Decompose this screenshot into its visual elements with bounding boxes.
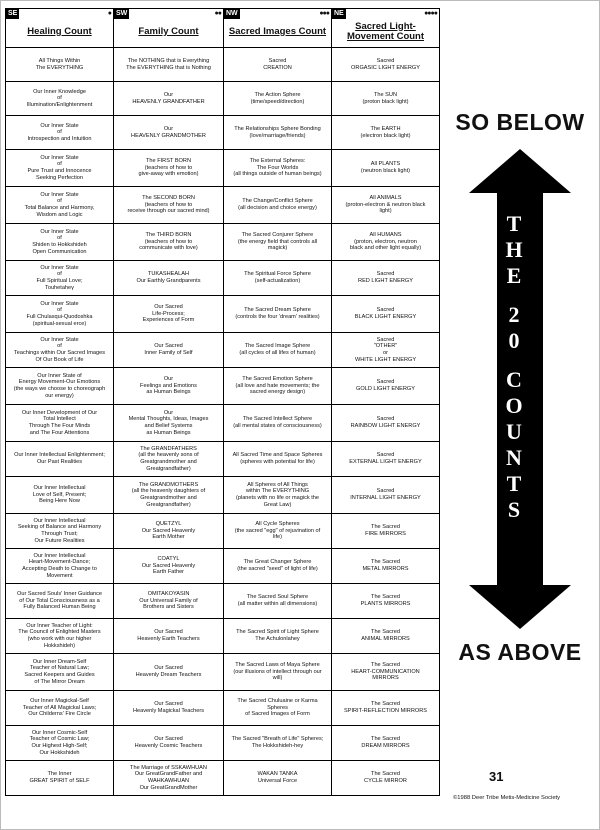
healing-cell: Our Inner State of Pure Trust and Innocence Seeking Perfection (6, 150, 114, 187)
the-20-counts-vertical-text (491, 211, 537, 523)
table-row (6, 150, 440, 187)
column-header-sacred-images (224, 9, 332, 48)
family-cell: The GRANDFATHERS (all the heavenly sons of Greatgrandmother and Greatgrandfather) (114, 442, 224, 477)
table-row (6, 514, 440, 549)
vertical-letter (491, 289, 537, 302)
table-row (6, 584, 440, 619)
family-cell: Our Sacred Inner Family of Self (114, 333, 224, 368)
column-tag: NW (226, 10, 238, 17)
so-below-heading: SO BELOW (455, 109, 585, 135)
light-movement-cell: The Sacred HEART-COMMUNICATION MIRRORS (332, 654, 440, 691)
light-movement-cell: Sacred "OTHER" or WHITE LIGHT ENERGY (332, 333, 440, 368)
column-title: Sacred Light-Movement Count (346, 20, 425, 42)
sacred-image-cell: The Great Changer Sphere (the sacred "seed" of light of life) (224, 549, 332, 584)
table-row (6, 48, 440, 82)
sacred-image-cell: The Sacred Laws of Maya Sphere (our illusions of intellect through our will) (224, 654, 332, 691)
dots-marker: ●●●● (424, 10, 437, 17)
dots-marker: ●● (214, 10, 221, 17)
family-cell: Our Sacred Heavenly Earth Teachers (114, 619, 224, 654)
column-header-light-movement (332, 9, 440, 48)
vertical-letter: U (506, 419, 522, 444)
light-movement-cell: The Sacred ANIMAL MIRRORS (332, 619, 440, 654)
table-row (6, 691, 440, 726)
table-row (6, 187, 440, 224)
page-number: 31 (489, 769, 504, 784)
column-title: Healing Count (27, 25, 92, 37)
healing-cell: Our Inner Cosmic-Self Teacher of Cosmic Law; Our Highest High-Self; Our Hokkshideh (6, 726, 114, 761)
dots-marker: ●●● (319, 10, 329, 17)
light-movement-cell: All ANIMALS (proton-electron & neutron black light) (332, 187, 440, 224)
sacred-image-cell: All Sacred Time and Space Spheres (spheres with potential for life) (224, 442, 332, 477)
table-row (6, 549, 440, 584)
sacred-image-cell: Sacred CREATION (224, 48, 332, 82)
vertical-letter: T (506, 211, 522, 236)
sacred-image-cell: The Sacred "Breath of Life" Spheres; The Hokkshideh-hey (224, 726, 332, 761)
sacred-image-cell: The Action Sphere (time/speed/direction) (224, 82, 332, 116)
healing-cell: Our Inner State of Full Spiritual Love; Touhetaheγ (6, 261, 114, 296)
family-cell: Our Sacred Heavenly Magickal Teachers (114, 691, 224, 726)
sacred-image-cell: The Relationships Sphere Bonding (love/marriage/friends) (224, 116, 332, 150)
light-movement-cell: The SUN (proton black light) (332, 82, 440, 116)
counts-table (5, 8, 440, 796)
family-cell: Our HEAVENLY GRANDFATHER (114, 82, 224, 116)
family-cell: The Marriage of SSKAWHUAN Our GreatGrandFather and WAHKAWHUAN Our GreatGrandMother (114, 761, 224, 796)
healing-cell: The Inner GREAT SPIRIT of SELF (6, 761, 114, 796)
sacred-image-cell: The Sacred Image Sphere (all cycles of all lifes of human) (224, 333, 332, 368)
as-above-heading: AS ABOVE (458, 639, 582, 665)
family-cell: TUKASHEALAH Our Earthly Grandparents (114, 261, 224, 296)
healing-cell: Our Inner Intellectual Seeking of Balance and Harmony Through Trust; Our Future Realities (6, 514, 114, 549)
light-movement-cell: The Sacred DREAM MIRRORS (332, 726, 440, 761)
vertical-letter: C (506, 367, 522, 392)
column-tag: SE (8, 10, 18, 17)
healing-cell: Our Inner Magickal-Self Teacher of All Magickal Laws; Our Childerns' Fire Circle (6, 691, 114, 726)
dots-marker: ● (107, 10, 111, 17)
sacred-image-cell: All Cycle Spheres (the sacred "egg" of rejuvination of life) (224, 514, 332, 549)
healing-cell: Our Sacred Souls' Inner Guidance of Our Total Consciousness as a Fully Balanced Human Being (6, 584, 114, 619)
family-cell: QUETZYL Our Sacred Heavenly Earth Mother (114, 514, 224, 549)
light-movement-cell: Sacred ORGASIC LIGHT ENERGY (332, 48, 440, 82)
column-title: Sacred Images Count (228, 25, 327, 37)
column-header-healing (6, 9, 114, 48)
sacred-image-cell: The Spiritual Force Sphere (self-actualization) (224, 261, 332, 296)
vertical-letter: O (505, 393, 523, 418)
family-cell: OMITAKOYASIN Our Universal Family of Brothers and Sisters (114, 584, 224, 619)
sacred-image-cell: WAKAN TANKA Universal Force (224, 761, 332, 796)
sacred-image-cell: The Sacred Dream Sphere (controls the four 'dream' realities) (224, 296, 332, 333)
table-row (6, 619, 440, 654)
sacred-image-cell: The Sacred Spirit of Light Sphere The Achulonlahey (224, 619, 332, 654)
light-movement-cell: Sacred RED LIGHT ENERGY (332, 261, 440, 296)
vertical-letter: S (507, 497, 521, 522)
healing-cell: Our Inner Intellectual Enlightenment; Our Past Realities (6, 442, 114, 477)
sacred-image-cell: The Sacred Soul Sphere (all matter within all dimensions) (224, 584, 332, 619)
table-row (6, 224, 440, 261)
vertical-letter: T (506, 471, 522, 496)
healing-cell: Our Inner State of Energy Movement-Our Emotions (the ways we choose to choreograph our energy) (6, 368, 114, 405)
light-movement-cell: Sacred INTERNAL LIGHT ENERGY (332, 477, 440, 514)
family-cell: Our Sacred Heavenly Dream Teachers (114, 654, 224, 691)
light-movement-cell: All PLANTS (neutron black light) (332, 150, 440, 187)
table-row (6, 368, 440, 405)
table-row (6, 296, 440, 333)
family-cell: Our HEAVENLY GRANDMOTHER (114, 116, 224, 150)
vertical-letter: E (506, 263, 522, 288)
sacred-image-cell: All Spheres of All Things within The EVERYTHING (planets with no life or magick the Great Law) (224, 477, 332, 514)
light-movement-cell: The Sacred CYCLE MIRROR (332, 761, 440, 796)
vertical-letter (491, 354, 537, 367)
family-cell: Our Mental Thoughts, Ideas, Images and Belief Systems as Human Beings (114, 405, 224, 442)
light-movement-cell: The Sacred SPIRIT-REFLECTION MIRRORS (332, 691, 440, 726)
light-movement-cell: The Sacred METAL MIRRORS (332, 549, 440, 584)
healing-cell: Our Inner State of Full Chulasqui-Quodoshka (spiritual-sexual erce) (6, 296, 114, 333)
column-tag: NE (334, 10, 344, 17)
table-row (6, 82, 440, 116)
table-row (6, 654, 440, 691)
sacred-image-cell: The Sacred Chuluaine or Karma Spheres of Sacred Images of Form (224, 691, 332, 726)
healing-cell: Our Inner State of Total Balance and Harmony, Wisdom and Logic (6, 187, 114, 224)
light-movement-cell: The Sacred PLANTS MIRRORS (332, 584, 440, 619)
family-cell: Our Sacred Heavenly Cosmic Teachers (114, 726, 224, 761)
healing-cell: Our Inner State of Shiden to Hokkshideh Open Communication (6, 224, 114, 261)
sacred-image-cell: The External Spheres: The Four Worlds (all things outside of human beings) (224, 150, 332, 187)
healing-cell: Our Inner State of Introspection and Intuition (6, 116, 114, 150)
column-tag: SW (116, 10, 128, 17)
light-movement-cell: The Sacred FIRE MIRRORS (332, 514, 440, 549)
family-cell: The GRANDMOTHERS (all the heavenly daughters of Greatgrandmother and Greatgrandfather) (114, 477, 224, 514)
copyright-notice: ©1988 Deer Tribe Metis-Medicine Society (453, 795, 561, 801)
sacred-image-cell: The Sacred Conjurer Sphere (the energy field that controls all magick) (224, 224, 332, 261)
family-cell: The SECOND BORN (teachers of how to receive through our sacred mind) (114, 187, 224, 224)
light-movement-cell: Sacred EXTERNAL LIGHT ENERGY (332, 442, 440, 477)
table-row (6, 261, 440, 296)
light-movement-cell: The EARTH (electron black light) (332, 116, 440, 150)
family-cell: Our Feelings and Emotions as Human Beings (114, 368, 224, 405)
sacred-image-cell: The Sacred Intellect Sphere (all mental states of consciousness) (224, 405, 332, 442)
healing-cell: Our Inner Intellectual Love of Self, Present; Being Here Now (6, 477, 114, 514)
light-movement-cell: All HUMANS (proton, electron, neutron black and other light equally) (332, 224, 440, 261)
table-row (6, 477, 440, 514)
table-row (6, 116, 440, 150)
family-cell: COATYL Our Sacred Heavenly Earth Father (114, 549, 224, 584)
healing-cell: All Things Within The EVERYTHING (6, 48, 114, 82)
family-cell: Our Sacred Life-Process; Experiences of Form (114, 296, 224, 333)
light-movement-cell: Sacred RAINBOW LIGHT ENERGY (332, 405, 440, 442)
healing-cell: Our Inner Knowledge of Illumination/Enlightenment (6, 82, 114, 116)
sacred-image-cell: The Change/Conflict Sphere (all decision and choice energy) (224, 187, 332, 224)
table-row (6, 726, 440, 761)
vertical-letter: H (505, 237, 523, 262)
vertical-letter: N (506, 445, 522, 470)
light-movement-cell: Sacred GOLD LIGHT ENERGY (332, 368, 440, 405)
light-movement-cell: Sacred BLACK LIGHT ENERGY (332, 296, 440, 333)
sacred-image-cell: The Sacred Emotion Sphere (all love and hate movements; the sacred energy design) (224, 368, 332, 405)
table-row (6, 405, 440, 442)
family-cell: The FIRST BORN (teachers of how to give-away with emotion) (114, 150, 224, 187)
healing-cell: Our Inner Intellectual Heart-Movement-Dance; Accepting Death to Change to Movement (6, 549, 114, 584)
header-row (6, 9, 440, 48)
vertical-letter: 0 (508, 328, 520, 353)
family-cell: The THIRD BORN (teachers of how to communicate with love) (114, 224, 224, 261)
vertical-letter: 2 (508, 302, 520, 327)
table-row (6, 761, 440, 796)
table-row (6, 442, 440, 477)
family-cell: The NOTHING that is Everything The EVERYTHING that is Nothing (114, 48, 224, 82)
healing-cell: Our Inner Development of Our Total Intellect Through The Four Minds and The Four Attentions (6, 405, 114, 442)
healing-cell: Our Inner Dream-Self Teacher of Natural Law; Sacred Keepers and Guides of The Mirror Dream (6, 654, 114, 691)
column-header-family (114, 9, 224, 48)
column-title: Family Count (138, 25, 199, 37)
table-row (6, 333, 440, 368)
healing-cell: Our Inner State of Teachings within Our Sacred Images Of Our Book of Life (6, 333, 114, 368)
healing-cell: Our Inner Teacher of Light: The Council of Enlighted Masters (who work with our higher Hokkshideh) (6, 619, 114, 654)
